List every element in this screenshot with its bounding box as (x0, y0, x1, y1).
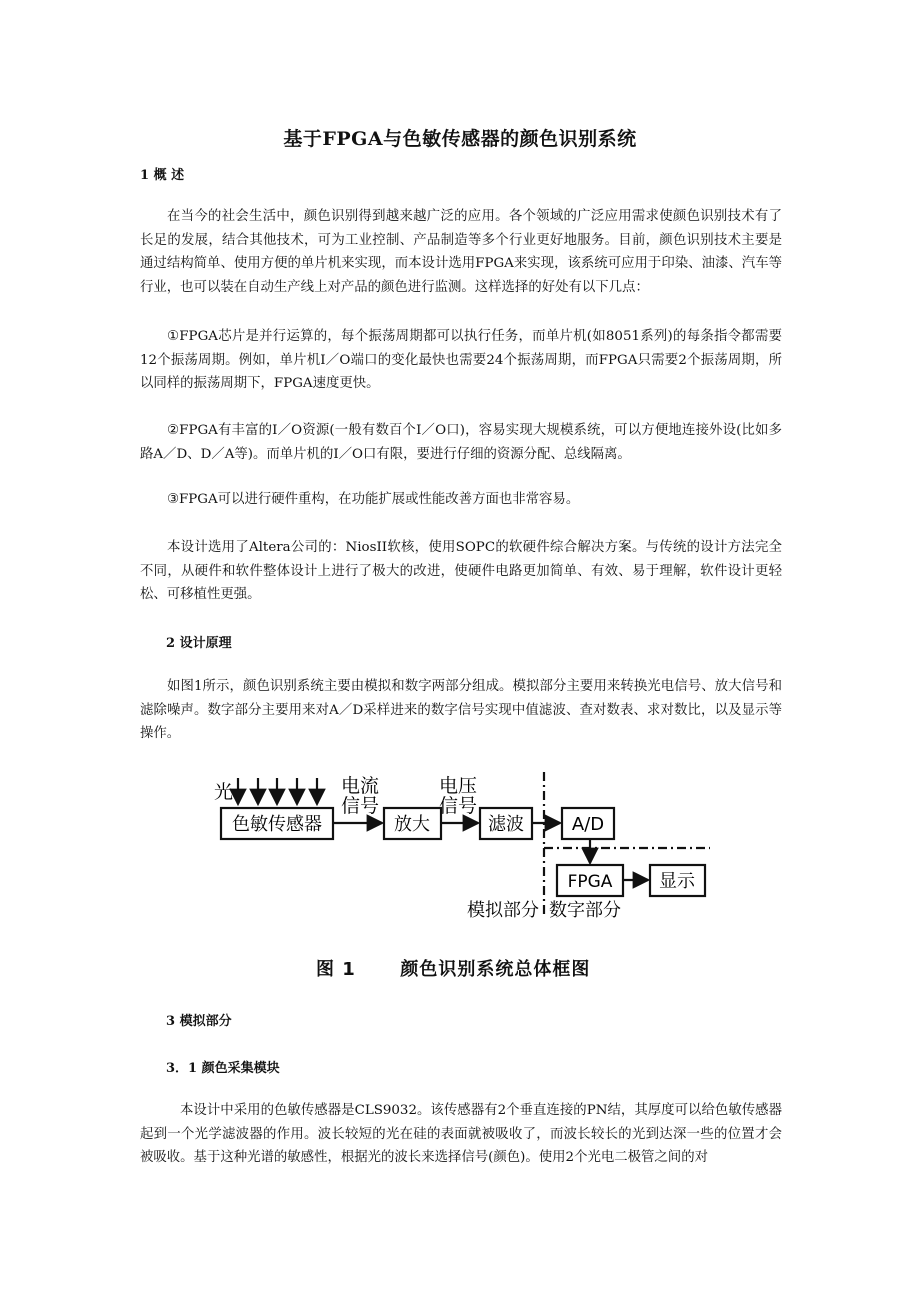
display-label: 显示 (659, 871, 695, 892)
paragraph-point-3: ③FPGA可以进行硬件重构，在功能扩展或性能改善方面也非常容易。 (167, 492, 580, 507)
analog-part-label: 模拟部分 (467, 900, 539, 921)
current-signal-label: 信号 (340, 795, 380, 817)
fpga-label: FPGA (567, 872, 613, 892)
figure-caption-text: 颜色识别系统总体框图 (400, 959, 591, 980)
amplifier-label: 放大 (394, 814, 430, 835)
document-title: 基于FPGA与色敏传感器的颜色识别系统 (283, 128, 637, 150)
light-label: 光 (214, 781, 234, 803)
voltage-signal-label: 信号 (438, 795, 478, 817)
voltage-signal-label: 电压 (438, 775, 478, 797)
paragraph-principle: 如图1所示，颜色识别系统主要由模拟和数字两部分组成。模拟部分主要用来转换光电信号、放大信号和滤除噪声。数字部分主要用来对A／D采样进来的数字信号实现中值滤波、查对数表、求对数比，以及显示等操作。 (140, 679, 782, 741)
adc-label: A/D (571, 814, 605, 835)
filter-label: 滤波 (488, 814, 524, 835)
sensor-label: 色敏传感器 (232, 814, 322, 835)
figure-caption (316, 955, 590, 981)
paragraph-point-1: ①FPGA芯片是并行运算的，每个振荡周期都可以执行任务，而单片机(如8051系列)的每条指令都需要12个振荡周期。例如，单片机I／O端口的变化最快也需要24个振荡周期，而FPGA只需要2个振荡周期，所以同样的振荡周期下，FPGA速度更快。 (140, 329, 782, 391)
subsection-heading-color-acquisition: 3．1 颜色采集模块 (166, 1061, 280, 1076)
paragraph-design-choice: 本设计选用了Altera公司的：NiosII软核，使用SOPC的软硬件综合解决方案。与传统的设计方法完全不同，从硬件和软件整体设计上进行了极大的改进，使硬件电路更加简单、有效、易于理解，软件设计更轻松、可移植性更强。 (140, 540, 782, 602)
paragraph-sensor: 本设计中采用的色敏传感器是CLS9032。该传感器有2个垂直连接的PN结，其厚度可以给色敏传感器起到一个光学滤波器的作用。波长较短的光在硅的表面就被吸收了，而波长较长的光到达深一些的位置才会被吸收。基于这种光谱的敏感性，根据光的波长来选择信号(颜色)。使用2个光电二极管之间的对 (140, 1103, 782, 1165)
block-diagram (0, 768, 920, 928)
paragraph-intro: 在当今的社会生活中，颜色识别得到越来越广泛的应用。各个领域的广泛应用需求使颜色识别技术有了长足的发展，结合其他技术，可为工业控制、产品制造等多个行业更好地服务。目前，颜色识别技术主要是通过结构简单、使用方便的单片机来实现，而本设计选用FPGA来实现，该系统可应用于印染、油漆、汽车等行业，也可以装在自动生产线上对产品的颜色进行监测。这样选择的好处有以下几点： (140, 209, 782, 295)
paragraph-point-2: ②FPGA有丰富的I／O资源(一般有数百个I／O口)，容易实现大规模系统，可以方便地连接外设(比如多路A／D、D／A等)。而单片机的I／O口有限，要进行仔细的资源分配、总线隔离。 (140, 423, 782, 462)
section-heading-overview: 1 概 述 (140, 168, 185, 183)
section-heading-analog: 3 模拟部分 (166, 1014, 232, 1029)
digital-part-label: 数字部分 (549, 900, 621, 921)
current-signal-label: 电流 (340, 775, 380, 797)
section-heading-principle: 2 设计原理 (166, 636, 232, 651)
figure-caption-number: 图 1 (316, 959, 356, 980)
